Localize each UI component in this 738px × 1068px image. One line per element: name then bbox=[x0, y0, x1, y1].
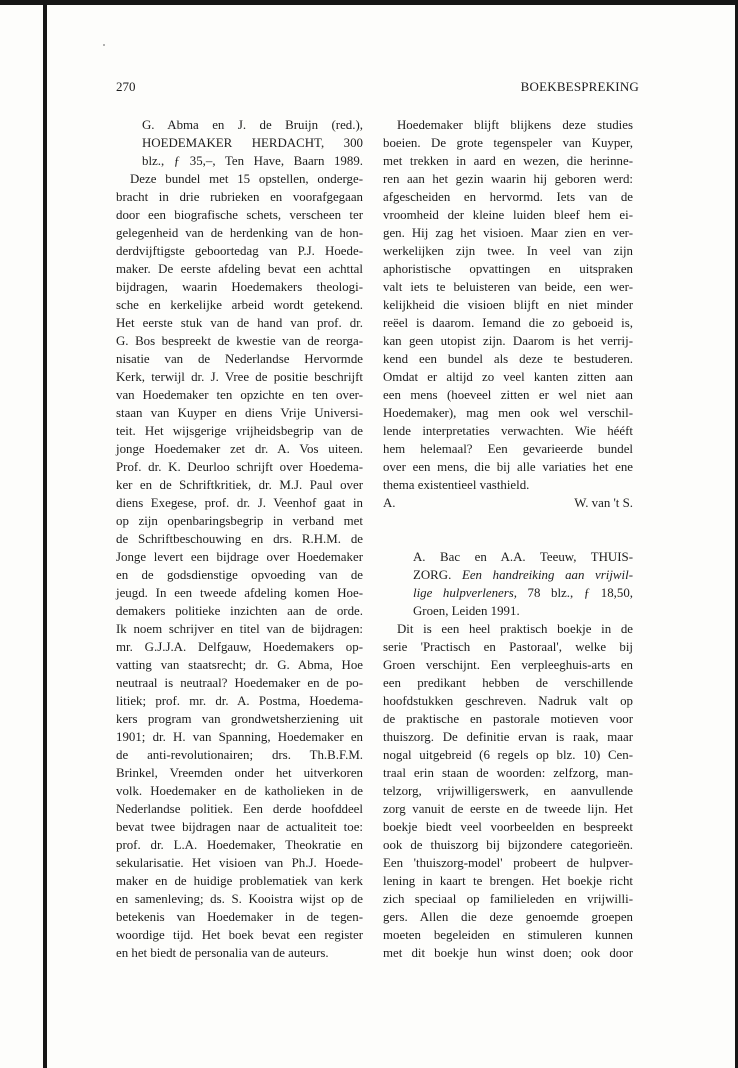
text-line: over een mens, die bij alle variaties het ene bbox=[383, 460, 633, 474]
text-line: valt iets te beluisteren van beide, een wer- bbox=[383, 280, 633, 294]
text-line: Brinkel, Vreemden onder het uitverkoren bbox=[116, 766, 363, 780]
text-line: diens Exegese, prof. dr. J. Veenhof gaat in bbox=[116, 496, 363, 510]
section-title: BOEKBESPREKING bbox=[520, 79, 639, 94]
text-line: demakers politieke inzichten aan de orde. bbox=[116, 604, 363, 618]
text-line: kelijkheid die visioen blijft en niet minder bbox=[383, 298, 633, 312]
text-line: zorg vanuit de eerste en de tweede lijn. Het bbox=[383, 802, 633, 816]
text-line: staan van Kuyper en diens Vrije Universi- bbox=[116, 406, 363, 420]
text-line: maker. De eerste afdeling bevat een achttal bbox=[116, 262, 363, 276]
citation-title-part: ZORG. bbox=[413, 568, 462, 582]
right-column bbox=[383, 116, 633, 962]
text-line: nisatie van de Nederlandse Hervormde bbox=[116, 352, 363, 366]
citation-line: A. Bac en A.A. Teeuw, THUIS- bbox=[413, 550, 633, 564]
text-line: jonge Hoedemaker zet dr. A. Vos uiteen. bbox=[116, 442, 363, 456]
text-line: Hoedemaker), mag men ook wel verschil- bbox=[383, 406, 633, 420]
text-line: Groen verschijnt. Een verpleeghuis-arts en bbox=[383, 658, 633, 672]
text-line: Een 'thuiszorg-model' probeert de hulpver- bbox=[383, 856, 633, 870]
text-line: lening in kaart te brengen. Het boekje richt bbox=[383, 874, 633, 888]
text-line: Omdat er altijd zo veel kanten zitten aan bbox=[383, 370, 633, 384]
signature-name: W. van 't S. bbox=[574, 496, 633, 510]
text-line: een predikant hebben de verschillende bbox=[383, 676, 633, 690]
text-line: en samenleving; ds. S. Kooistra wijst op de bbox=[116, 892, 363, 906]
citation-line: blz., ƒ 35,–, Ten Have, Baarn 1989. bbox=[142, 154, 363, 168]
page-number: 270 bbox=[116, 79, 136, 94]
text-line: telzorg, vrijwilligerswerk, en aanvullende bbox=[383, 784, 633, 798]
text-line: teit. Het wijsgerige vrijheidsbegrip van de bbox=[116, 424, 363, 438]
text-line: sekularisatie. Het visioen van Ph.J. Hoede- bbox=[116, 856, 363, 870]
text-line: serie 'Practisch en Pastoraal', welke bij bbox=[383, 640, 633, 654]
text-line: met trekken in aard en wezen, die herinne- bbox=[383, 154, 633, 168]
text-line: de Schriftbeschouwing en drs. R.H.M. de bbox=[116, 532, 363, 546]
text-line: Ik noem schrijver en titel van de bijdragen: bbox=[116, 622, 363, 636]
left-column bbox=[116, 116, 363, 962]
text-line: Hoedemaker blijft blijkens deze studies bbox=[397, 118, 633, 132]
text-line: kan geen utopist zijn. Daarom is het verrij- bbox=[383, 334, 633, 348]
text-line: vroomheid der kleine luiden bleef hem ei- bbox=[383, 208, 633, 222]
review-body-thuiszorg bbox=[383, 620, 633, 962]
citation-details: 78 blz., ƒ 18,50, bbox=[517, 586, 633, 600]
text-line: neutraal is neutraal? Hoedemaker en de po- bbox=[116, 676, 363, 690]
text-line: volk. Hoedemaker en de katholieken in de bbox=[116, 784, 363, 798]
text-line: Deze bundel met 15 opstellen, onderge- bbox=[130, 172, 363, 186]
text-line: Jonge levert een bijdrage over Hoedemaker bbox=[116, 550, 363, 564]
text-line: derdvijftigste geboortedag van P.J. Hoede- bbox=[116, 244, 363, 258]
text-line: jeugd. In een tweede afdeling komen Hoe- bbox=[116, 586, 363, 600]
text-line: op zijn openbaringsbegrip in verband met bbox=[116, 514, 363, 528]
review-citation-thuiszorg bbox=[383, 548, 633, 620]
citation-line bbox=[383, 584, 633, 602]
text-line: woordige tijd. Het boek bevat een register bbox=[116, 928, 363, 942]
signature-initial: A. bbox=[383, 496, 396, 510]
text-line: betekenis van Hoedemaker in de tegen- bbox=[116, 910, 363, 924]
text-line: boekje biedt veel voorbeelden en bespreekt bbox=[383, 820, 633, 834]
text-line: kers program van grondwetsherziening uit bbox=[116, 712, 363, 726]
text-line: 1901; dr. H. van Spanning, Hoedemaker en bbox=[116, 730, 363, 744]
text-line: kend een bundel als deze te bestuderen. bbox=[383, 352, 633, 366]
text-line: en de godsdienstige opvoeding van de bbox=[116, 568, 363, 582]
text-line: werkelijken zijn twee. In veel van zijn bbox=[383, 244, 633, 258]
text-line: thema existentieel vasthield. bbox=[383, 478, 530, 492]
text-line: G. Bos bespreekt de kwestie van de reorga- bbox=[116, 334, 363, 348]
text-line: hoofdstukken geschreven. Nadruk valt op bbox=[383, 694, 633, 708]
review-body-continued bbox=[383, 116, 633, 494]
text-line: bijdragen, waarin Hoedemakers theologi- bbox=[116, 280, 363, 294]
text-line: Het eerste stuk van de hand van prof. dr. bbox=[116, 316, 363, 330]
text-line: thuiszorg. De definitie ervan is raak, maar bbox=[383, 730, 633, 744]
citation-line: HOEDEMAKER HERDACHT, 300 bbox=[142, 136, 363, 150]
text-line: Prof. dr. K. Deurloo schrijft over Hoedema- bbox=[116, 460, 363, 474]
text-line: gen. Hij zag het visioen. Maar zien en ver- bbox=[383, 226, 633, 240]
citation-line: G. Abma en J. de Bruijn (red.), bbox=[142, 118, 363, 132]
text-line: nogal uitgebreid (6 regels op blz. 10) Cen- bbox=[383, 748, 633, 762]
review-signature bbox=[383, 494, 633, 512]
text-line: vatting van staatsrecht; dr. G. Abma, Hoe bbox=[116, 658, 363, 672]
text-line: maker en de huidige problematiek van kerk bbox=[116, 874, 363, 888]
text-line: en het biedt de personalia van de auteurs. bbox=[116, 946, 329, 960]
text-line: ren aan het gezin waarin hij geboren werd: bbox=[383, 172, 633, 186]
text-line: lende interpretaties verwachten. Wie hééft bbox=[383, 424, 633, 438]
citation-line bbox=[383, 566, 633, 584]
text-line: ook de thuiszorg bij bijzondere categorieën. bbox=[383, 838, 633, 852]
review-body-hoedemaker bbox=[116, 170, 363, 962]
text-line: ker en de Schriftkritiek, dr. M.J. Paul over bbox=[116, 478, 363, 492]
text-line: moeten begeleiden en stimuleren kunnen bbox=[383, 928, 633, 942]
text-line: gelegenheid van de herdenking van de hon- bbox=[116, 226, 363, 240]
text-line: traal erin staan de woorden: zelfzorg, man- bbox=[383, 766, 633, 780]
text-line: bevat twee bijdragen naar de actualiteit toe: bbox=[116, 820, 363, 834]
scan-top-edge bbox=[0, 0, 738, 5]
text-line: de praktische en pastorale motieven voor bbox=[383, 712, 633, 726]
text-line: een mens (hoeveel zitten er wel niet aan bbox=[383, 388, 633, 402]
text-line: litiek; prof. mr. dr. A. Postma, Hoedema- bbox=[116, 694, 363, 708]
text-line: bracht in drie rubrieken en voorafgegaan bbox=[116, 190, 363, 204]
text-line: boeien. De grote tegenspeler van Kuyper, bbox=[383, 136, 633, 150]
scan-speck bbox=[103, 44, 105, 46]
text-line: Nederlandse politiek. Een derde hoofddeel bbox=[116, 802, 363, 816]
text-line: reëel is daarom. Iemand die zo geboeid is, bbox=[383, 316, 633, 330]
text-line: hem helemaal? Een gevarieerde bundel bbox=[383, 442, 633, 456]
citation-subtitle: lige hulpverleners, bbox=[413, 586, 517, 600]
review-citation-hoedemaker bbox=[116, 116, 363, 170]
section-gap bbox=[383, 512, 633, 548]
text-line: de anti-revolutionairen; drs. Th.B.F.M. bbox=[116, 748, 363, 762]
citation-line: Groen, Leiden 1991. bbox=[413, 604, 520, 618]
text-line: Kerk, terwijl dr. J. Vree de positie beschrijft bbox=[116, 370, 363, 384]
citation-subtitle: Een handreiking aan vrijwil- bbox=[461, 568, 633, 582]
text-line: aphoristische opvattingen en uitspraken bbox=[383, 262, 633, 276]
text-line: Dit is een heel praktisch boekje in de bbox=[397, 622, 633, 636]
text-line: gers. Allen die deze genoemde groepen bbox=[383, 910, 633, 924]
text-line: zich speciaal op familieleden en vrijwilli- bbox=[383, 892, 633, 906]
text-line: afgescheiden en hervormd. Iets van de bbox=[383, 190, 633, 204]
text-line: door een biografische schets, verscheen ter bbox=[116, 208, 363, 222]
text-line: prof. dr. L.A. Hoedemaker, Theokratie en bbox=[116, 838, 363, 852]
text-line: sche en kerkelijke arbeid wordt getekend. bbox=[116, 298, 363, 312]
text-line: van Hoedemaker ten opzichte en ten over- bbox=[116, 388, 363, 402]
scan-left-edge bbox=[43, 5, 47, 1068]
text-line: mr. G.J.J.A. Delfgauw, Hoedemakers op- bbox=[116, 640, 363, 654]
text-line: met dit boekje hun winst doen; ook door bbox=[383, 946, 633, 960]
